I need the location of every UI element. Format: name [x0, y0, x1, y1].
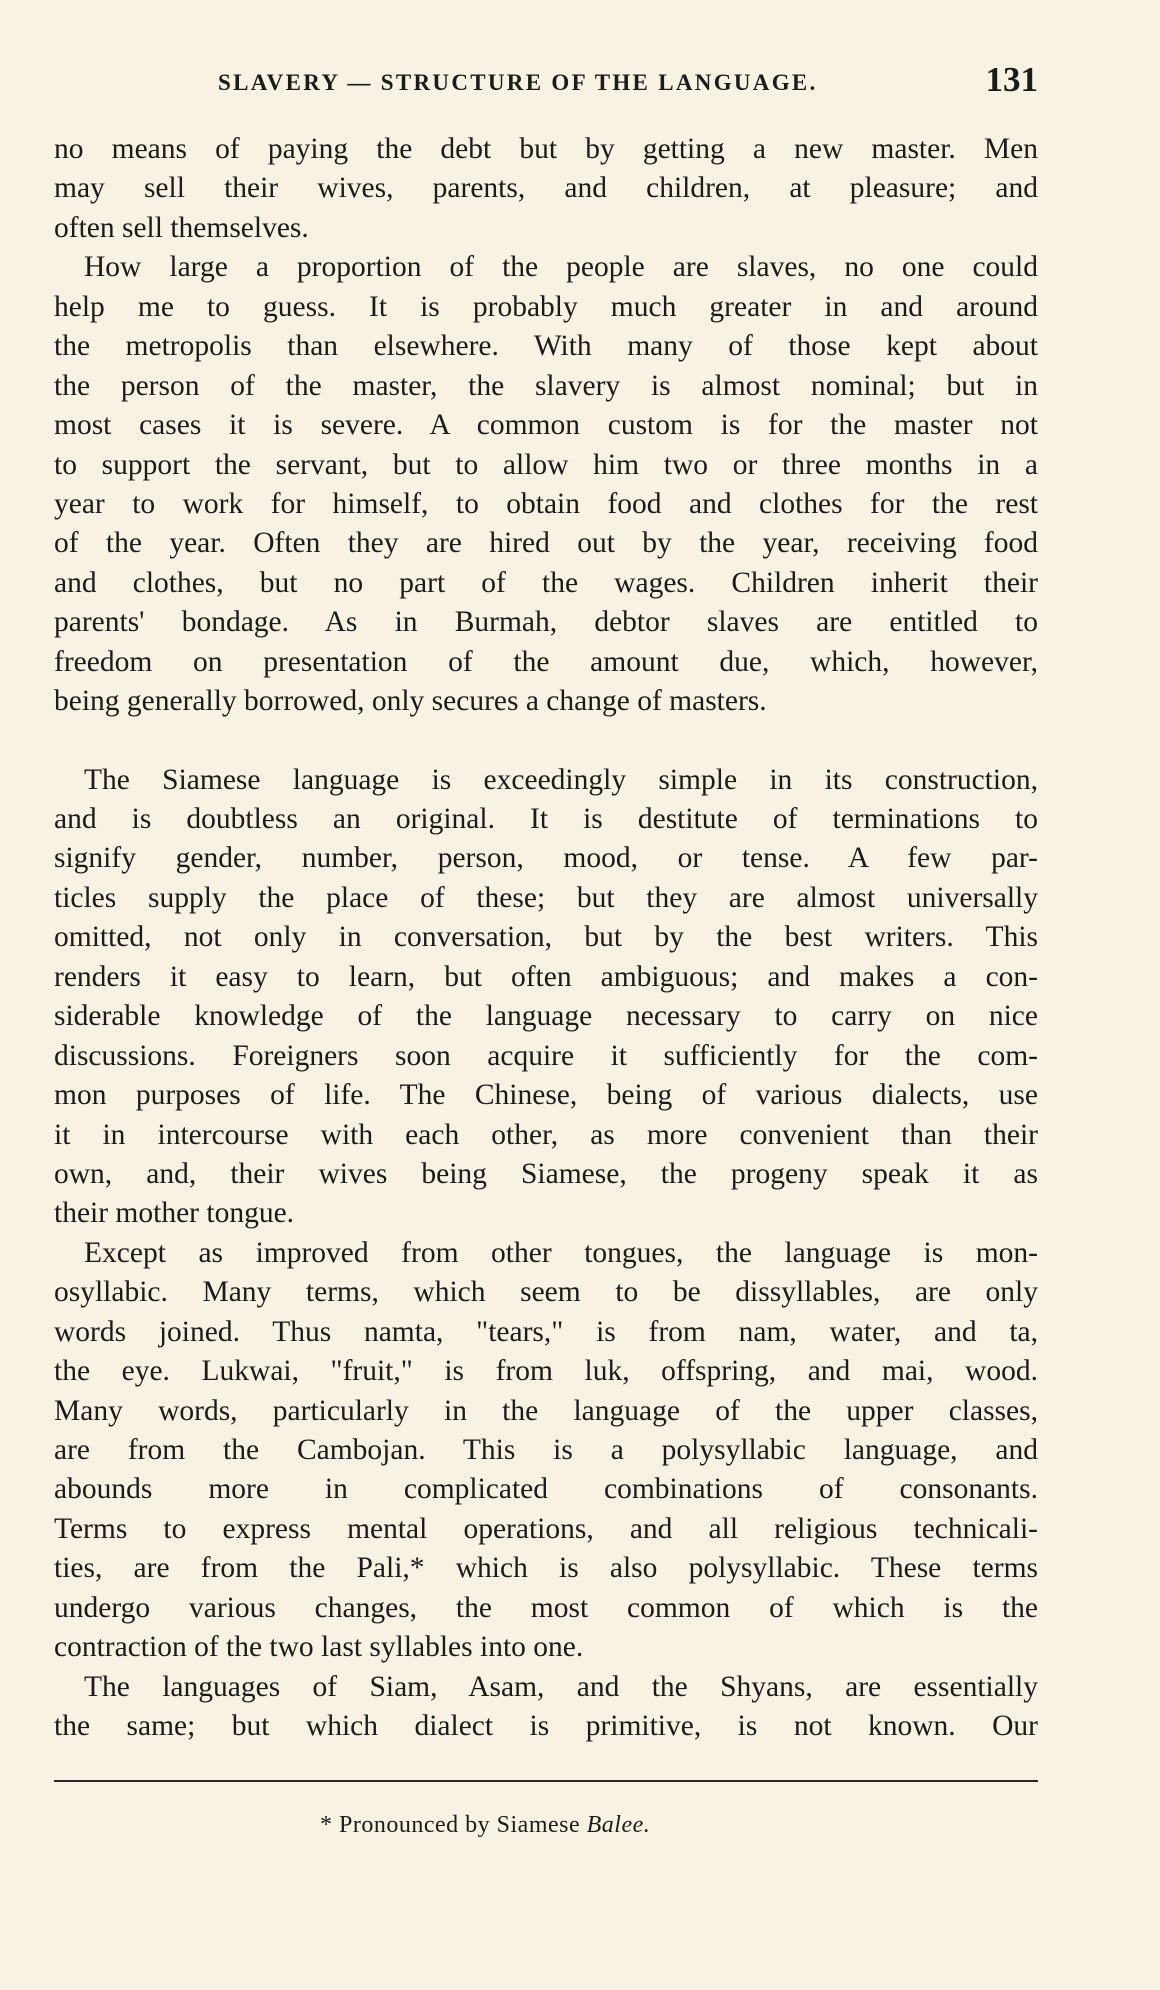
text-line: freedom on presentation of the amount due, which, however,	[54, 645, 1038, 678]
text-line: siderable knowledge of the language necessary to carry on nice	[54, 1000, 1038, 1033]
body-text	[54, 130, 1038, 1747]
text-line: it in intercourse with each other, as more convenient than their	[54, 1118, 1038, 1151]
text-line: discussions. Foreigners soon acquire it sufficiently for the com-	[54, 1039, 1038, 1072]
text-line: undergo various changes, the most common of which is the	[54, 1591, 1038, 1624]
text-line: Except as improved from other tongues, the language is mon-	[84, 1236, 1038, 1269]
text-line: may sell their wives, parents, and children, at pleasure; and	[54, 172, 1038, 205]
text-line: the person of the master, the slavery is almost nominal; but in	[54, 369, 1038, 402]
text-line: abounds more in complicated combinations of consonants.	[54, 1473, 1038, 1506]
text-line: and clothes, but no part of the wages. Children inherit their	[54, 566, 1038, 599]
running-head: SLAVERY — STRUCTURE OF THE LANGUAGE.	[218, 70, 818, 95]
text-line: of the year. Often they are hired out by the year, receiving food	[54, 527, 1038, 560]
text-line: ticles supply the place of these; but they are almost universally	[54, 881, 1038, 914]
text-line: to support the servant, but to allow him two or three months in a	[54, 448, 1038, 481]
text-line: and is doubtless an original. It is destitute of terminations to	[54, 803, 1038, 835]
text-line: most cases it is severe. A common custom is for the master not	[54, 409, 1038, 442]
text-line: renders it easy to learn, but often ambiguous; and makes a con-	[54, 960, 1038, 993]
text-line: their mother tongue.	[54, 1197, 295, 1230]
text-line: no means of paying the debt but by getting a new master. Men	[54, 133, 1038, 165]
text-line: year to work for himself, to obtain food and clothes for the rest	[54, 487, 1038, 520]
text-line: own, and, their wives being Siamese, the progeny speak it as	[54, 1157, 1038, 1190]
text-line: being generally borrowed, only secures a change of masters.	[54, 685, 767, 718]
text-line: osyllabic. Many terms, which seem to be dissyllables, are only	[54, 1276, 1038, 1309]
text-line: the same; but which dialect is primitive, is not known. Our	[54, 1710, 1038, 1743]
text-line: help me to guess. It is probably much greater in and around	[54, 290, 1038, 323]
text-line: The Siamese language is exceedingly simple in its construction,	[84, 763, 1038, 796]
footnote-text: Pronounced by Siamese	[339, 1812, 581, 1838]
page-number: 131	[985, 60, 1038, 99]
text-line: are from the Cambojan. This is a polysyllabic language, and	[54, 1434, 1038, 1466]
text-line: the eye. Lukwai, "fruit," is from luk, offspring, and mai, wood.	[54, 1355, 1038, 1388]
text-line: often sell themselves.	[54, 211, 309, 244]
text-line: The languages of Siam, Asam, and the Shyans, are essentially	[84, 1670, 1038, 1703]
text-line: contraction of the two last syllables into one.	[54, 1631, 584, 1664]
text-line: signify gender, number, person, mood, or tense. A few par-	[54, 842, 1038, 875]
text-line: omitted, not only in conversation, but by the best writers. This	[54, 921, 1038, 954]
footnote	[320, 1812, 650, 1839]
text-line: Terms to express mental operations, and all religious technicali-	[54, 1512, 1038, 1545]
text-line: Many words, particularly in the language of the upper classes,	[54, 1394, 1038, 1427]
footnote-divider	[54, 1780, 1038, 1782]
text-line: How large a proportion of the people are slaves, no one could	[84, 251, 1038, 284]
text-line: mon purposes of life. The Chinese, being of various dialects, use	[54, 1079, 1038, 1112]
page-header	[54, 60, 1038, 106]
text-line: parents' bondage. As in Burmah, debtor slaves are entitled to	[54, 606, 1038, 639]
text-line: ties, are from the Pali,* which is also polysyllabic. These terms	[54, 1552, 1038, 1585]
text-line: the metropolis than elsewhere. With many of those kept about	[54, 330, 1038, 363]
text-line: words joined. Thus namta, "tears," is from nam, water, and ta,	[54, 1315, 1038, 1348]
footnote-italic-term: Balee.	[586, 1812, 651, 1838]
footnote-marker: *	[320, 1812, 333, 1838]
